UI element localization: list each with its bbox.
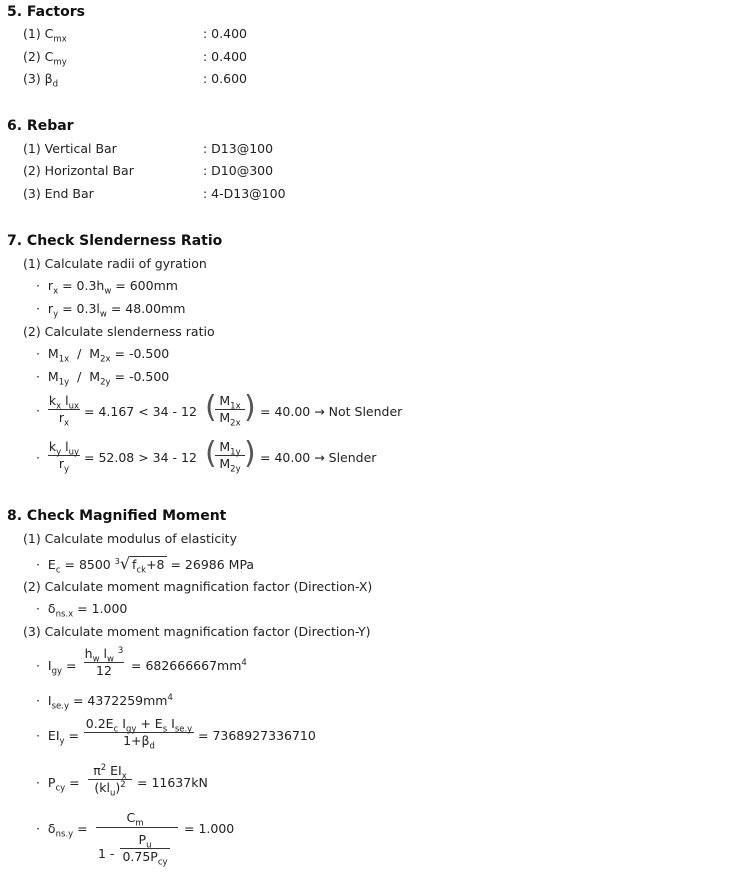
delta-nsx-equation: · $\delta_{ns.x} = 1.000$ — [36, 601, 128, 620]
magnified-sub3: (3) Calculate moment magnification factor (Direction-Y) — [23, 624, 371, 639]
eq2-middle: = 52.08 > 34 - 12 — [84, 450, 197, 465]
magnified-sub1: (1) Calculate modulus of elasticity — [23, 531, 237, 546]
slenderness-sub2: (2) Calculate slenderness ratio — [23, 324, 215, 339]
dnsy-one-minus: 1 - — [98, 846, 115, 861]
section-5-title: 5. Factors — [7, 4, 85, 20]
rebar-end-label: (3) End Bar — [23, 186, 94, 201]
isey-equation: · $I_{se.y} = 4372259mm^4$ — [36, 692, 173, 712]
pu-over-pcy: $P_u$ $0.75P_{cy}$ — [120, 832, 170, 865]
eq1-middle: = 4.167 < 34 - 12 — [84, 404, 197, 419]
factor-cmx-label: (1) $C_{mx}$ — [23, 26, 67, 45]
kx-lux-over-rx: $k_x$ $l_{ux}$ $r_x$ — [48, 393, 80, 429]
left-paren: ( — [205, 390, 217, 425]
bullet: · — [36, 450, 40, 465]
pcy-lhs: · $P_{cy}$ = — [36, 775, 80, 794]
eq1-end: = 40.00 → Not Slender — [260, 404, 403, 419]
igy-value: = $682666667mm^4$ — [131, 657, 247, 673]
factor-betad-label: (3) $\beta_d$ — [23, 71, 59, 90]
rebar-vertical-value: : D13@100 — [203, 141, 274, 156]
m1x-m2x-equation: · $M_{1x} / M_{2x} = -0.500$ — [36, 346, 170, 365]
left-paren: ( — [205, 436, 217, 471]
dnsy-lhs: · $\delta_{ns.y}$ = — [36, 821, 88, 840]
m1y-over-m2y: $M_{1y}$ $M_{2y}$ — [215, 439, 245, 472]
right-paren: ) — [244, 390, 256, 425]
right-paren: ) — [244, 436, 256, 471]
section-8-title: 8. Check Magnified Moment — [7, 508, 227, 524]
rebar-end-value: : 4-D13@100 — [203, 186, 286, 201]
section-6-title: 6. Rebar — [7, 118, 74, 134]
ely-fraction: $0.2E_c$ $I_{gy} + E_s$ $I_{se.y}$ $1+\beta_d$ — [85, 716, 193, 752]
rebar-horizontal-value: : D10@300 — [203, 163, 274, 178]
dnsy-main-bar — [96, 827, 178, 828]
pcy-fraction: $\pi^2$ $EI_x$ $(kl_u)^2$ — [88, 763, 132, 796]
factor-cmx-value: : 0.400 — [203, 26, 247, 41]
ry-equation: · $r_y = 0.3l_w = 48.00mm$ — [36, 301, 186, 320]
magnified-sub2: (2) Calculate moment magnification factor (Direction-X) — [23, 579, 373, 594]
factor-cmy-label: (2) $C_{my}$ — [23, 49, 67, 68]
m1x-over-m2x: $M_{1x}$ $M_{2x}$ — [215, 393, 245, 426]
eq2-end: = 40.00 → Slender — [260, 450, 377, 465]
dnsy-value: = 1.000 — [184, 821, 235, 836]
slenderness-sub1: (1) Calculate radii of gyration — [23, 256, 207, 271]
m1y-m2y-equation: · $M_{1y} / M_{2y} = -0.500$ — [36, 369, 170, 388]
hw-lw3-over-12: $h_w$ $l_w$ $^3$ 12 — [84, 645, 124, 678]
factor-cmy-value: : 0.400 — [203, 49, 247, 64]
igy-lhs: · $I_{gy}$ = — [36, 658, 77, 677]
bullet: · — [36, 403, 40, 418]
pcy-value: = 11637kN — [137, 775, 208, 790]
ky-luy-over-ry: $k_y$ $l_{uy}$ $r_y$ — [48, 439, 80, 475]
factor-betad-value: : 0.600 — [203, 71, 247, 86]
ely-lhs: · $EI_y$ = — [36, 728, 79, 747]
dnsy-numerator: $C_m$ — [126, 810, 144, 829]
ely-value: = 7368927336710 — [198, 728, 316, 743]
rebar-horizontal-label: (2) Horizontal Bar — [23, 163, 134, 178]
ec-equation: · $E_c = 8500$ $^3$√ $f_{ck}+8 = 26986$ MPa — [36, 554, 255, 576]
rx-equation: · $r_x = 0.3h_w = 600mm$ — [36, 278, 178, 297]
rebar-vertical-label: (1) Vertical Bar — [23, 141, 117, 156]
section-7-title: 7. Check Slenderness Ratio — [7, 233, 223, 249]
